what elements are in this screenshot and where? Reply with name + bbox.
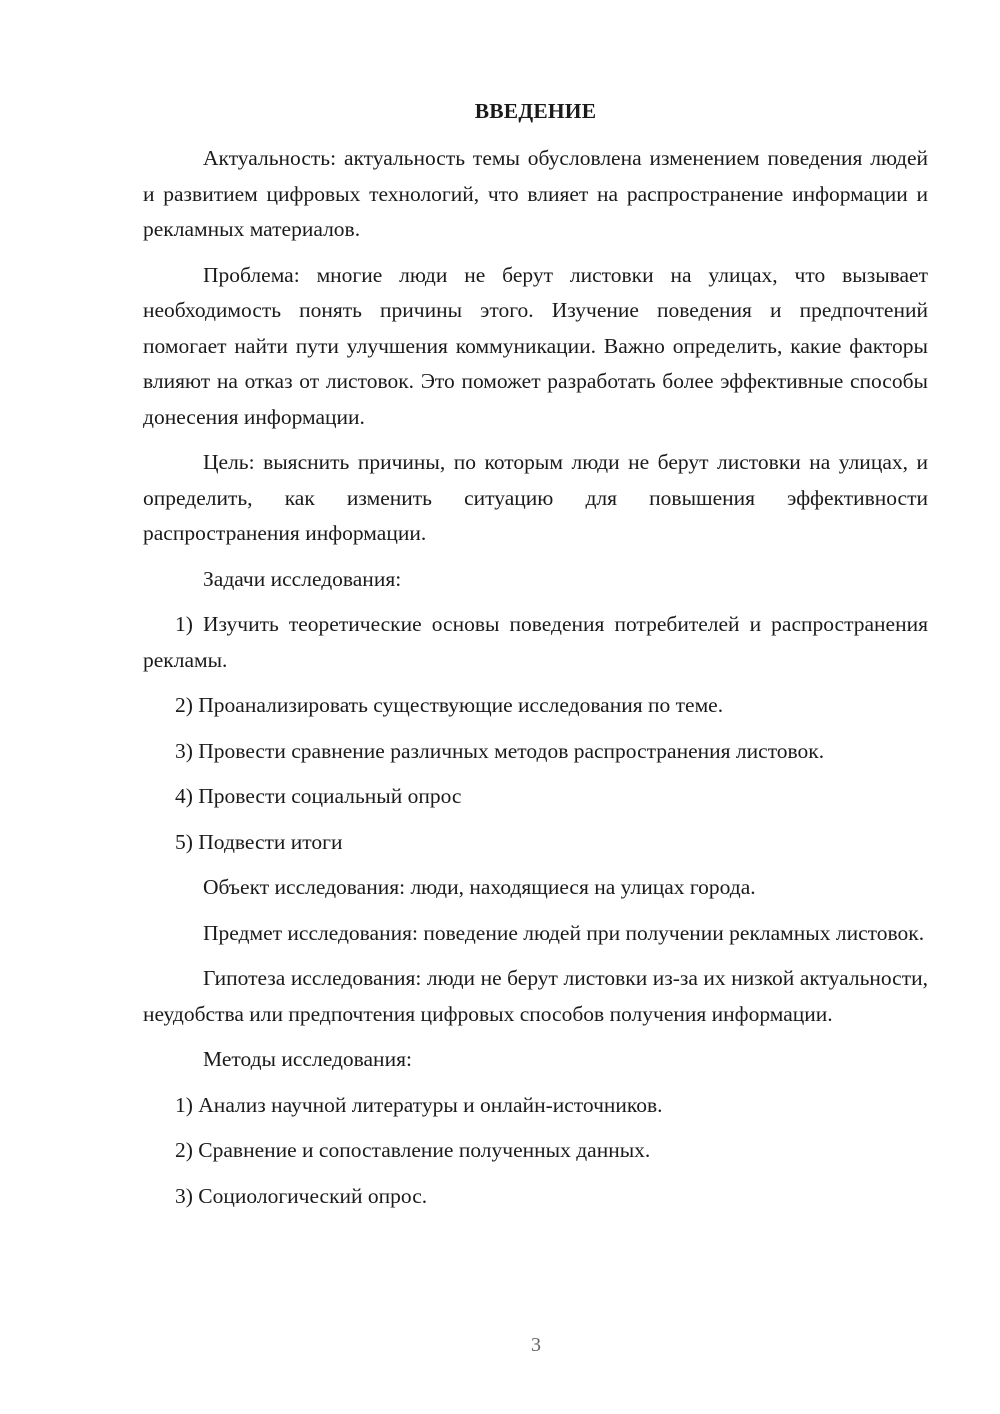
method-item: 1) Анализ научной литературы и онлайн-источников. [175, 1092, 663, 1117]
paragraph-subject: Предмет исследования: поведение людей при получении рекламных листовок. [203, 920, 925, 945]
task-item: 1) Изучить теоретические основы поведения потребителей и распространения рекламы. [143, 612, 928, 672]
paragraph-object: Объект исследования: люди, находящиеся на улицах города. [203, 875, 756, 899]
task-item: 2) Проанализировать существующие исследования по теме. [175, 693, 724, 717]
method-item: 2) Сравнение и сопоставление полученных данных. [175, 1138, 651, 1162]
method-item: 3) Социологический опрос. [175, 1183, 428, 1208]
page-number: 3 [531, 1334, 541, 1356]
paragraph-problem: Проблема: многие люди не берут листовки на улицах, что вызывает необходимость понять причины этого. Изучение поведения и предпочтений помогает найти пути улучшения коммуникации. Важно определить, какие факторы влияют на отказ от листовок. Это поможет разработать более эффективные способы донесения информации. [143, 262, 928, 429]
tasks-heading: Задачи исследования: [203, 566, 402, 591]
paragraph-hypothesis: Гипотеза исследования: люди не берут листовки из-за их низкой актуальности, неудобства или предпочтения цифровых способов получения информации. [143, 966, 928, 1026]
page-content [143, 96, 928, 1224]
paragraph-relevance: Актуальность: актуальность темы обусловлена изменением поведения людей и развитием цифровых технологий, что влияет на распространение информации и рекламных материалов. [143, 146, 928, 241]
methods-heading: Методы исследования: [203, 1047, 412, 1071]
section-title: ВВЕДЕНИЕ [474, 99, 597, 123]
task-item: 4) Провести социальный опрос [175, 784, 462, 808]
paragraph-goal: Цель: выяснить причины, по которым люди не берут листовки на улицах, и определить, как изменить ситуацию для повышения эффективности распространения информации. [143, 450, 928, 545]
task-item: 3) Провести сравнение различных методов распространения листовок. [175, 738, 825, 763]
task-item: 5) Подвести итоги [175, 829, 343, 854]
